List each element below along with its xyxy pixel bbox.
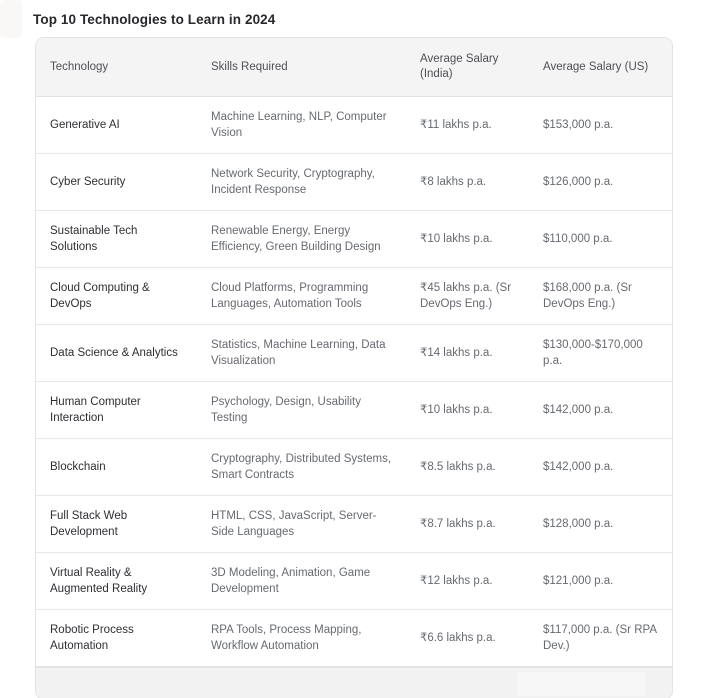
table-header [36,38,673,97]
cell-technology: Full Stack Web Development [36,496,198,553]
table-row [36,610,673,667]
cell-technology: Virtual Reality & Augmented Reality [36,553,198,610]
cell-skills: Machine Learning, NLP, Computer Vision [198,97,409,154]
table-row [36,382,673,439]
cell-salary-us: $142,000 p.a. [532,382,673,439]
table-row [36,97,673,154]
corner-decoration [0,0,22,38]
cell-technology: Robotic Process Automation [36,610,198,667]
cell-skills: Statistics, Machine Learning, Data Visualization [198,325,409,382]
cell-technology: Sustainable Tech Solutions [36,211,198,268]
cell-skills: Renewable Energy, Energy Efficiency, Green Building Design [198,211,409,268]
table-row [36,325,673,382]
cell-salary-india: ₹8.5 lakhs p.a. [409,439,532,496]
cell-skills: Cryptography, Distributed Systems, Smart Contracts [198,439,409,496]
cell-salary-india: ₹6.6 lakhs p.a. [409,610,532,667]
cell-technology: Human Computer Interaction [36,382,198,439]
column-header-technology[interactable]: Technology [36,38,198,97]
cell-salary-us: $121,000 p.a. [532,553,673,610]
cell-salary-india: ₹14 lakhs p.a. [409,325,532,382]
cell-skills: 3D Modeling, Animation, Game Development [198,553,409,610]
cell-skills: RPA Tools, Process Mapping, Workflow Automation [198,610,409,667]
cell-salary-india: ₹10 lakhs p.a. [409,211,532,268]
cell-technology: Cloud Computing & DevOps [36,268,198,325]
cell-technology: Data Science & Analytics [36,325,198,382]
technologies-table-card [35,37,673,698]
table-row [36,268,673,325]
table-row [36,439,673,496]
cell-technology: Generative AI [36,97,198,154]
table-row [36,154,673,211]
column-header-average-salary-us[interactable]: Average Salary (US) [532,38,673,97]
cell-salary-us: $142,000 p.a. [532,439,673,496]
cell-salary-us: $117,000 p.a. (Sr RPA Dev.) [532,610,673,667]
cell-salary-us: $128,000 p.a. [532,496,673,553]
cell-salary-us: $126,000 p.a. [532,154,673,211]
table-footer [36,667,672,698]
cell-salary-india: ₹12 lakhs p.a. [409,553,532,610]
cell-technology: Blockchain [36,439,198,496]
column-header-average-salary-india[interactable]: Average Salary (India) [409,38,532,97]
column-header-skills-required[interactable]: Skills Required [198,38,409,97]
table-header-row [36,38,673,97]
technologies-table [36,38,673,667]
cell-salary-india: ₹11 lakhs p.a. [409,97,532,154]
table-row [36,553,673,610]
page-title: Top 10 Technologies to Learn in 2024 [33,12,276,27]
cell-salary-us: $168,000 p.a. (Sr DevOps Eng.) [532,268,673,325]
cell-salary-us: $130,000-$170,000 p.a. [532,325,673,382]
table-body [36,97,673,667]
table-row [36,496,673,553]
footer-placeholder-block [517,672,645,696]
cell-salary-india: ₹10 lakhs p.a. [409,382,532,439]
cell-skills: Psychology, Design, Usability Testing [198,382,409,439]
cell-technology: Cyber Security [36,154,198,211]
table-row [36,211,673,268]
cell-salary-us: $153,000 p.a. [532,97,673,154]
cell-salary-india: ₹8 lakhs p.a. [409,154,532,211]
cell-skills: Cloud Platforms, Programming Languages, Automation Tools [198,268,409,325]
cell-salary-india: ₹8.7 lakhs p.a. [409,496,532,553]
cell-skills: Network Security, Cryptography, Incident Response [198,154,409,211]
cell-salary-india: ₹45 lakhs p.a. (Sr DevOps Eng.) [409,268,532,325]
cell-salary-us: $110,000 p.a. [532,211,673,268]
cell-skills: HTML, CSS, JavaScript, Server-Side Languages [198,496,409,553]
